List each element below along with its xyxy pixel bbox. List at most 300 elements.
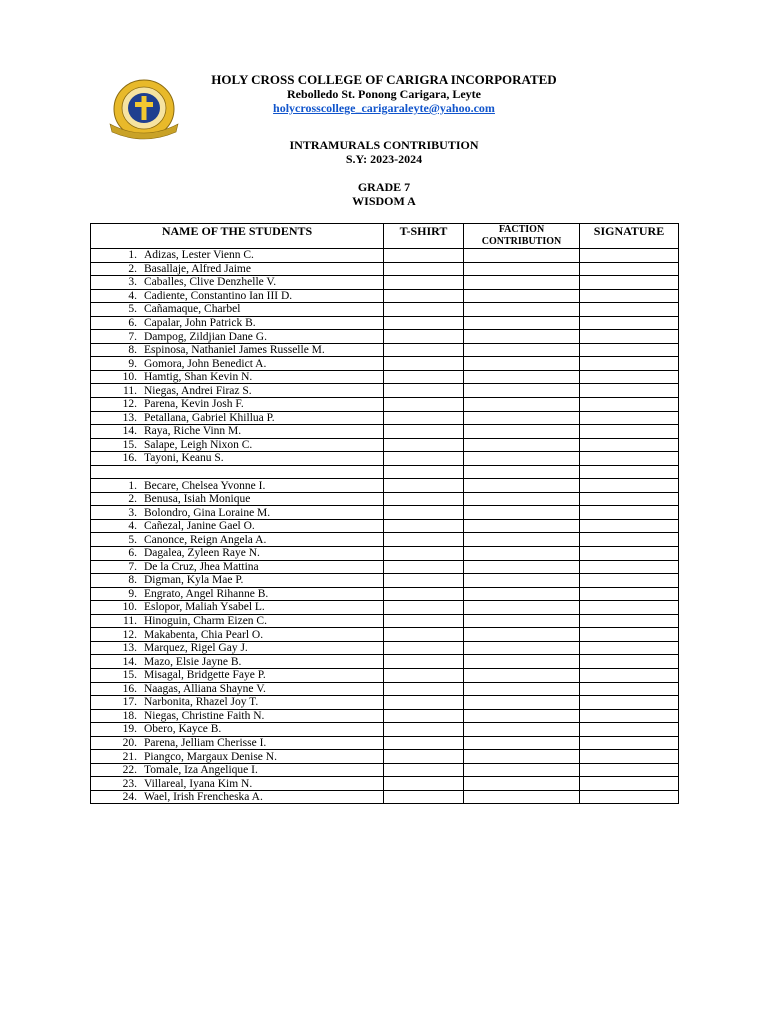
- student-name-cell: [91, 560, 384, 574]
- student-name: Tomale, Iza Angelique I.: [144, 764, 258, 777]
- row-number: 19.: [122, 723, 137, 736]
- tshirt-cell[interactable]: [384, 357, 464, 371]
- faction-contribution-cell[interactable]: [464, 614, 580, 628]
- table-row: [91, 398, 679, 412]
- signature-cell[interactable]: [580, 303, 679, 317]
- faction-contribution-cell[interactable]: [464, 601, 580, 615]
- row-number: 8.: [128, 344, 137, 357]
- contribution-table: [90, 223, 679, 804]
- tshirt-cell[interactable]: [384, 736, 464, 750]
- section-name: WISDOM A: [352, 194, 416, 208]
- faction-contribution-cell[interactable]: [464, 330, 580, 344]
- table-row: [91, 696, 679, 710]
- tshirt-cell[interactable]: [384, 492, 464, 506]
- signature-cell[interactable]: [580, 276, 679, 290]
- row-number: 13.: [122, 642, 137, 655]
- faction-contribution-cell[interactable]: [464, 790, 580, 804]
- row-number: 8.: [128, 574, 137, 587]
- student-name: Makabenta, Chia Pearl O.: [144, 628, 264, 641]
- student-name: Espinosa, Nathaniel James Russelle M.: [144, 344, 325, 357]
- signature-cell[interactable]: [580, 723, 679, 737]
- student-name-cell: [91, 574, 384, 588]
- student-name: Becare, Chelsea Yvonne I.: [144, 479, 266, 492]
- faction-contribution-cell[interactable]: [464, 723, 580, 737]
- student-name: Adizas, Lester Vienn C.: [144, 249, 254, 262]
- student-name: Dampog, Zildjian Dane G.: [144, 330, 267, 343]
- student-name: Niegas, Andrei Firaz S.: [144, 384, 252, 397]
- student-name-cell: [91, 289, 384, 303]
- signature-cell[interactable]: [580, 614, 679, 628]
- table-row: [91, 736, 679, 750]
- table-row: [91, 411, 679, 425]
- table-row: [91, 249, 679, 263]
- table-row: [91, 614, 679, 628]
- row-number: 5.: [128, 303, 137, 316]
- student-name-cell: [91, 547, 384, 561]
- row-number: 13.: [122, 411, 137, 424]
- table-row: [91, 479, 679, 493]
- faction-contribution-cell[interactable]: [464, 425, 580, 439]
- table-row: [91, 289, 679, 303]
- student-name-cell: [91, 777, 384, 791]
- signature-cell[interactable]: [580, 506, 679, 520]
- student-name: Dagalea, Zyleen Raye N.: [144, 547, 260, 560]
- student-name: Digman, Kyla Mae P.: [144, 574, 244, 587]
- signature-cell[interactable]: [580, 709, 679, 723]
- table-row: [91, 641, 679, 655]
- tshirt-cell[interactable]: [384, 628, 464, 642]
- row-number: 12.: [122, 628, 137, 641]
- table-row: [91, 628, 679, 642]
- signature-cell[interactable]: [580, 289, 679, 303]
- table-row: [91, 723, 679, 737]
- row-number: 5.: [128, 533, 137, 546]
- faction-contribution-cell[interactable]: [464, 547, 580, 561]
- table-row: [91, 357, 679, 371]
- student-name-cell: [91, 316, 384, 330]
- row-number: 11.: [123, 615, 137, 628]
- tshirt-cell[interactable]: [384, 790, 464, 804]
- faction-contribution-cell[interactable]: [464, 574, 580, 588]
- table-row: [91, 777, 679, 791]
- faction-contribution-cell[interactable]: [464, 398, 580, 412]
- student-name-cell: [91, 438, 384, 452]
- faction-contribution-cell[interactable]: [464, 289, 580, 303]
- table-row: [91, 519, 679, 533]
- tshirt-cell[interactable]: [384, 601, 464, 615]
- student-name: Eslopor, Maliah Ysabel L.: [144, 601, 265, 614]
- signature-cell[interactable]: [580, 465, 679, 479]
- row-number: 3.: [128, 506, 137, 519]
- table-row: [91, 574, 679, 588]
- faction-contribution-cell[interactable]: [464, 249, 580, 263]
- signature-cell[interactable]: [580, 696, 679, 710]
- table-row: [91, 303, 679, 317]
- tshirt-cell[interactable]: [384, 696, 464, 710]
- faction-contribution-cell[interactable]: [464, 696, 580, 710]
- student-name-cell: [91, 723, 384, 737]
- row-number: 23.: [122, 777, 137, 790]
- faction-contribution-cell[interactable]: [464, 628, 580, 642]
- student-name-cell: [91, 249, 384, 263]
- tshirt-cell[interactable]: [384, 465, 464, 479]
- student-name: Tayoni, Keanu S.: [144, 452, 224, 465]
- table-row: [91, 763, 679, 777]
- tshirt-cell[interactable]: [384, 655, 464, 669]
- faction-contribution-cell[interactable]: [464, 438, 580, 452]
- student-name-cell: [91, 452, 384, 466]
- table-row: [91, 492, 679, 506]
- student-name: Canonce, Reign Angela A.: [144, 533, 267, 546]
- table-row: [91, 790, 679, 804]
- tshirt-cell[interactable]: [384, 370, 464, 384]
- row-number: 16.: [122, 452, 137, 465]
- faction-contribution-cell[interactable]: [464, 533, 580, 547]
- row-number: 14.: [122, 425, 137, 438]
- tshirt-cell[interactable]: [384, 276, 464, 290]
- row-number: 17.: [122, 696, 137, 709]
- student-name-cell: [91, 736, 384, 750]
- row-number: 18.: [122, 709, 137, 722]
- faction-contribution-cell[interactable]: [464, 777, 580, 791]
- row-number: 7.: [128, 560, 137, 573]
- tshirt-cell[interactable]: [384, 398, 464, 412]
- student-name-cell: [91, 601, 384, 615]
- student-name-cell: [91, 303, 384, 317]
- table-row: [91, 425, 679, 439]
- tshirt-cell[interactable]: [384, 519, 464, 533]
- signature-cell[interactable]: [580, 452, 679, 466]
- signature-cell[interactable]: [580, 574, 679, 588]
- signature-cell[interactable]: [580, 668, 679, 682]
- row-number: 10.: [122, 601, 137, 614]
- faction-contribution-cell[interactable]: [464, 357, 580, 371]
- student-name-cell: [91, 790, 384, 804]
- row-number: 1.: [128, 249, 137, 262]
- tshirt-cell[interactable]: [384, 289, 464, 303]
- signature-cell[interactable]: [580, 601, 679, 615]
- student-name-cell: [91, 425, 384, 439]
- student-name-cell: [91, 628, 384, 642]
- student-name: Salape, Leigh Nixon C.: [144, 438, 253, 451]
- tshirt-cell[interactable]: [384, 668, 464, 682]
- faction-contribution-cell[interactable]: [464, 750, 580, 764]
- table-row: [91, 330, 679, 344]
- tshirt-cell[interactable]: [384, 262, 464, 276]
- column-header-faction-contribution: [464, 224, 580, 249]
- student-name-cell: [91, 750, 384, 764]
- tshirt-cell[interactable]: [384, 425, 464, 439]
- student-name-cell: [91, 479, 384, 493]
- row-number: 14.: [122, 655, 137, 668]
- table-row: [91, 750, 679, 764]
- student-name-cell: [91, 533, 384, 547]
- grade-level: GRADE 7: [357, 180, 411, 194]
- row-number: 6.: [128, 547, 137, 560]
- school-email-link[interactable]: holycrosscollege_carigaraleyte@yahoo.com: [273, 101, 495, 115]
- student-name-cell: [91, 398, 384, 412]
- row-number: 12.: [122, 398, 137, 411]
- faction-contribution-cell[interactable]: [464, 641, 580, 655]
- tshirt-cell[interactable]: [384, 763, 464, 777]
- tshirt-cell[interactable]: [384, 723, 464, 737]
- school-year: S.Y: 2023-2024: [345, 152, 423, 166]
- row-number: 24.: [122, 791, 137, 804]
- student-name: Parena, Kevin Josh F.: [144, 398, 244, 411]
- signature-cell[interactable]: [580, 560, 679, 574]
- student-name: Marquez, Rigel Gay J.: [144, 642, 248, 655]
- column-header-faction-line1: FACTION: [498, 224, 545, 235]
- tshirt-cell[interactable]: [384, 506, 464, 520]
- faction-contribution-cell[interactable]: [464, 682, 580, 696]
- tshirt-cell[interactable]: [384, 303, 464, 317]
- table-row: [91, 587, 679, 601]
- student-name: Niegas, Christine Faith N.: [144, 709, 265, 722]
- column-header-signature: SIGNATURE: [580, 224, 679, 249]
- student-name-cell: [91, 330, 384, 344]
- student-name-cell: [91, 276, 384, 290]
- student-name: Raya, Riche Vinn M.: [144, 425, 242, 438]
- signature-cell[interactable]: [580, 763, 679, 777]
- table-row: [91, 370, 679, 384]
- signature-cell[interactable]: [580, 411, 679, 425]
- student-name: Naagas, Alliana Shayne V.: [144, 682, 266, 695]
- row-number: 7.: [128, 330, 137, 343]
- table-row: [91, 547, 679, 561]
- faction-contribution-cell[interactable]: [464, 668, 580, 682]
- student-name: Villareal, Iyana Kim N.: [144, 777, 253, 790]
- table-row: [91, 343, 679, 357]
- row-number: 15.: [122, 669, 137, 682]
- student-name-cell: [91, 587, 384, 601]
- row-number: 9.: [128, 357, 137, 370]
- signature-cell[interactable]: [580, 587, 679, 601]
- student-name: Bolondro, Gina Loraine M.: [144, 506, 271, 519]
- student-name: Basallaje, Alfred Jaime: [144, 262, 251, 275]
- tshirt-cell[interactable]: [384, 641, 464, 655]
- tshirt-cell[interactable]: [384, 560, 464, 574]
- student-name: Piangco, Margaux Denise N.: [144, 750, 277, 763]
- student-name-cell: [91, 411, 384, 425]
- student-name-cell: [91, 614, 384, 628]
- faction-contribution-cell[interactable]: [464, 384, 580, 398]
- signature-cell[interactable]: [580, 641, 679, 655]
- signature-cell[interactable]: [580, 438, 679, 452]
- tshirt-cell[interactable]: [384, 479, 464, 493]
- student-name-cell: [91, 370, 384, 384]
- row-number: 20.: [122, 736, 137, 749]
- faction-contribution-cell[interactable]: [464, 763, 580, 777]
- tshirt-cell[interactable]: [384, 411, 464, 425]
- signature-cell[interactable]: [580, 262, 679, 276]
- student-name: Capalar, John Patrick B.: [144, 317, 256, 329]
- tshirt-cell[interactable]: [384, 547, 464, 561]
- student-name: Caballes, Clive Denzhelle V.: [144, 276, 277, 289]
- table-header-row: [91, 224, 679, 249]
- faction-contribution-cell[interactable]: [464, 316, 580, 330]
- table-row: [91, 601, 679, 615]
- student-name: Hinoguin, Charm Eizen C.: [144, 615, 267, 628]
- row-number: 3.: [128, 276, 137, 289]
- school-address: Rebolledo St. Ponong Carigara, Leyte: [287, 87, 481, 101]
- faction-contribution-cell[interactable]: [464, 370, 580, 384]
- table-row: [91, 533, 679, 547]
- tshirt-cell[interactable]: [384, 343, 464, 357]
- row-number: 4.: [128, 520, 137, 533]
- row-number: 15.: [122, 438, 137, 451]
- tshirt-cell[interactable]: [384, 750, 464, 764]
- signature-cell[interactable]: [580, 316, 679, 330]
- faction-contribution-cell[interactable]: [464, 343, 580, 357]
- student-name: Petallana, Gabriel Khillua P.: [144, 411, 275, 424]
- faction-contribution-cell[interactable]: [464, 655, 580, 669]
- student-name: De la Cruz, Jhea Mattina: [144, 560, 259, 573]
- faction-contribution-cell[interactable]: [464, 411, 580, 425]
- faction-contribution-cell[interactable]: [464, 519, 580, 533]
- student-name-cell: [91, 641, 384, 655]
- signature-cell[interactable]: [580, 479, 679, 493]
- tshirt-cell[interactable]: [384, 384, 464, 398]
- signature-cell[interactable]: [580, 790, 679, 804]
- row-number: 10.: [122, 371, 137, 384]
- student-name-cell: [91, 763, 384, 777]
- tshirt-cell[interactable]: [384, 249, 464, 263]
- signature-cell[interactable]: [580, 249, 679, 263]
- student-name-cell: [91, 465, 384, 479]
- signature-cell[interactable]: [580, 384, 679, 398]
- faction-contribution-cell[interactable]: [464, 492, 580, 506]
- row-number: 2.: [128, 493, 137, 506]
- tshirt-cell[interactable]: [384, 533, 464, 547]
- tshirt-cell[interactable]: [384, 777, 464, 791]
- signature-cell[interactable]: [580, 370, 679, 384]
- row-number: 11.: [123, 384, 137, 397]
- table-body: [91, 249, 679, 804]
- table-row: [91, 560, 679, 574]
- signature-cell[interactable]: [580, 398, 679, 412]
- student-name: Hamtig, Shan Kevin N.: [144, 371, 253, 384]
- table-row: [91, 465, 679, 479]
- faction-contribution-cell[interactable]: [464, 560, 580, 574]
- student-name: Engrato, Angel Rihanne B.: [144, 587, 269, 600]
- signature-cell[interactable]: [580, 682, 679, 696]
- table-row: [91, 316, 679, 330]
- table-row: [91, 668, 679, 682]
- signature-cell[interactable]: [580, 547, 679, 561]
- signature-cell[interactable]: [580, 750, 679, 764]
- faction-contribution-cell[interactable]: [464, 506, 580, 520]
- column-header-tshirt: T-SHIRT: [384, 224, 464, 249]
- student-name-cell: [91, 343, 384, 357]
- faction-contribution-cell[interactable]: [464, 736, 580, 750]
- student-name-cell: [91, 357, 384, 371]
- student-name: Cañamaque, Charbel: [144, 303, 241, 316]
- faction-contribution-cell[interactable]: [464, 303, 580, 317]
- student-name: Misagal, Bridgette Faye P.: [144, 669, 266, 682]
- student-name: Wael, Irish Frencheska A.: [144, 791, 263, 804]
- signature-cell[interactable]: [580, 628, 679, 642]
- faction-contribution-cell[interactable]: [464, 452, 580, 466]
- table-row: [91, 438, 679, 452]
- student-name-cell: [91, 655, 384, 669]
- table-row: [91, 655, 679, 669]
- table-row: [91, 709, 679, 723]
- tshirt-cell[interactable]: [384, 682, 464, 696]
- faction-contribution-cell[interactable]: [464, 262, 580, 276]
- signature-cell[interactable]: [580, 519, 679, 533]
- tshirt-cell[interactable]: [384, 316, 464, 330]
- student-name: Parena, Jelliam Cherisse I.: [144, 736, 267, 749]
- faction-contribution-cell[interactable]: [464, 465, 580, 479]
- tshirt-cell[interactable]: [384, 330, 464, 344]
- table-row: [91, 384, 679, 398]
- table-row: [91, 452, 679, 466]
- student-name-cell: [91, 709, 384, 723]
- document-title: INTRAMURALS CONTRIBUTION: [289, 138, 479, 152]
- signature-cell[interactable]: [580, 655, 679, 669]
- table-row: [91, 682, 679, 696]
- faction-contribution-cell[interactable]: [464, 479, 580, 493]
- signature-cell[interactable]: [580, 343, 679, 357]
- signature-cell[interactable]: [580, 357, 679, 371]
- tshirt-cell[interactable]: [384, 574, 464, 588]
- row-number: 21.: [122, 750, 137, 763]
- table-row: [91, 262, 679, 276]
- student-name: Benusa, Isiah Monique: [144, 493, 251, 506]
- row-number: 9.: [128, 587, 137, 600]
- student-name: Cañezal, Janine Gael O.: [144, 520, 255, 533]
- signature-cell[interactable]: [580, 330, 679, 344]
- row-number: 22.: [122, 764, 137, 777]
- faction-contribution-cell[interactable]: [464, 587, 580, 601]
- row-number: 1.: [128, 479, 137, 492]
- table-row: [91, 506, 679, 520]
- row-number: 6.: [128, 317, 137, 329]
- tshirt-cell[interactable]: [384, 614, 464, 628]
- student-name: Narbonita, Rhazel Joy T.: [144, 696, 259, 709]
- row-number: 16.: [122, 682, 137, 695]
- signature-cell[interactable]: [580, 425, 679, 439]
- signature-cell[interactable]: [580, 736, 679, 750]
- student-name-cell: [91, 262, 384, 276]
- student-name: Gomora, John Benedict A.: [144, 357, 267, 370]
- tshirt-cell[interactable]: [384, 452, 464, 466]
- school-name: HOLY CROSS COLLEGE OF CARIGRA INCORPORATED: [211, 72, 557, 87]
- student-name: Mazo, Elsie Jayne B.: [144, 655, 242, 668]
- student-name-cell: [91, 668, 384, 682]
- row-number: 4.: [128, 289, 137, 302]
- signature-cell[interactable]: [580, 533, 679, 547]
- table-row: [91, 276, 679, 290]
- student-name-cell: [91, 492, 384, 506]
- tshirt-cell[interactable]: [384, 587, 464, 601]
- student-name: Obero, Kayce B.: [144, 723, 222, 736]
- column-header-name: NAME OF THE STUDENTS: [91, 224, 384, 249]
- column-header-faction-line2: CONTRIBUTION: [481, 236, 562, 247]
- tshirt-cell[interactable]: [384, 709, 464, 723]
- student-name-cell: [91, 506, 384, 520]
- row-number: 2.: [128, 262, 137, 275]
- student-name-cell: [91, 696, 384, 710]
- signature-cell[interactable]: [580, 492, 679, 506]
- signature-cell[interactable]: [580, 777, 679, 791]
- student-name: Cadiente, Constantino Ian III D.: [144, 289, 293, 302]
- faction-contribution-cell[interactable]: [464, 709, 580, 723]
- student-name-cell: [91, 682, 384, 696]
- tshirt-cell[interactable]: [384, 438, 464, 452]
- student-name-cell: [91, 384, 384, 398]
- faction-contribution-cell[interactable]: [464, 276, 580, 290]
